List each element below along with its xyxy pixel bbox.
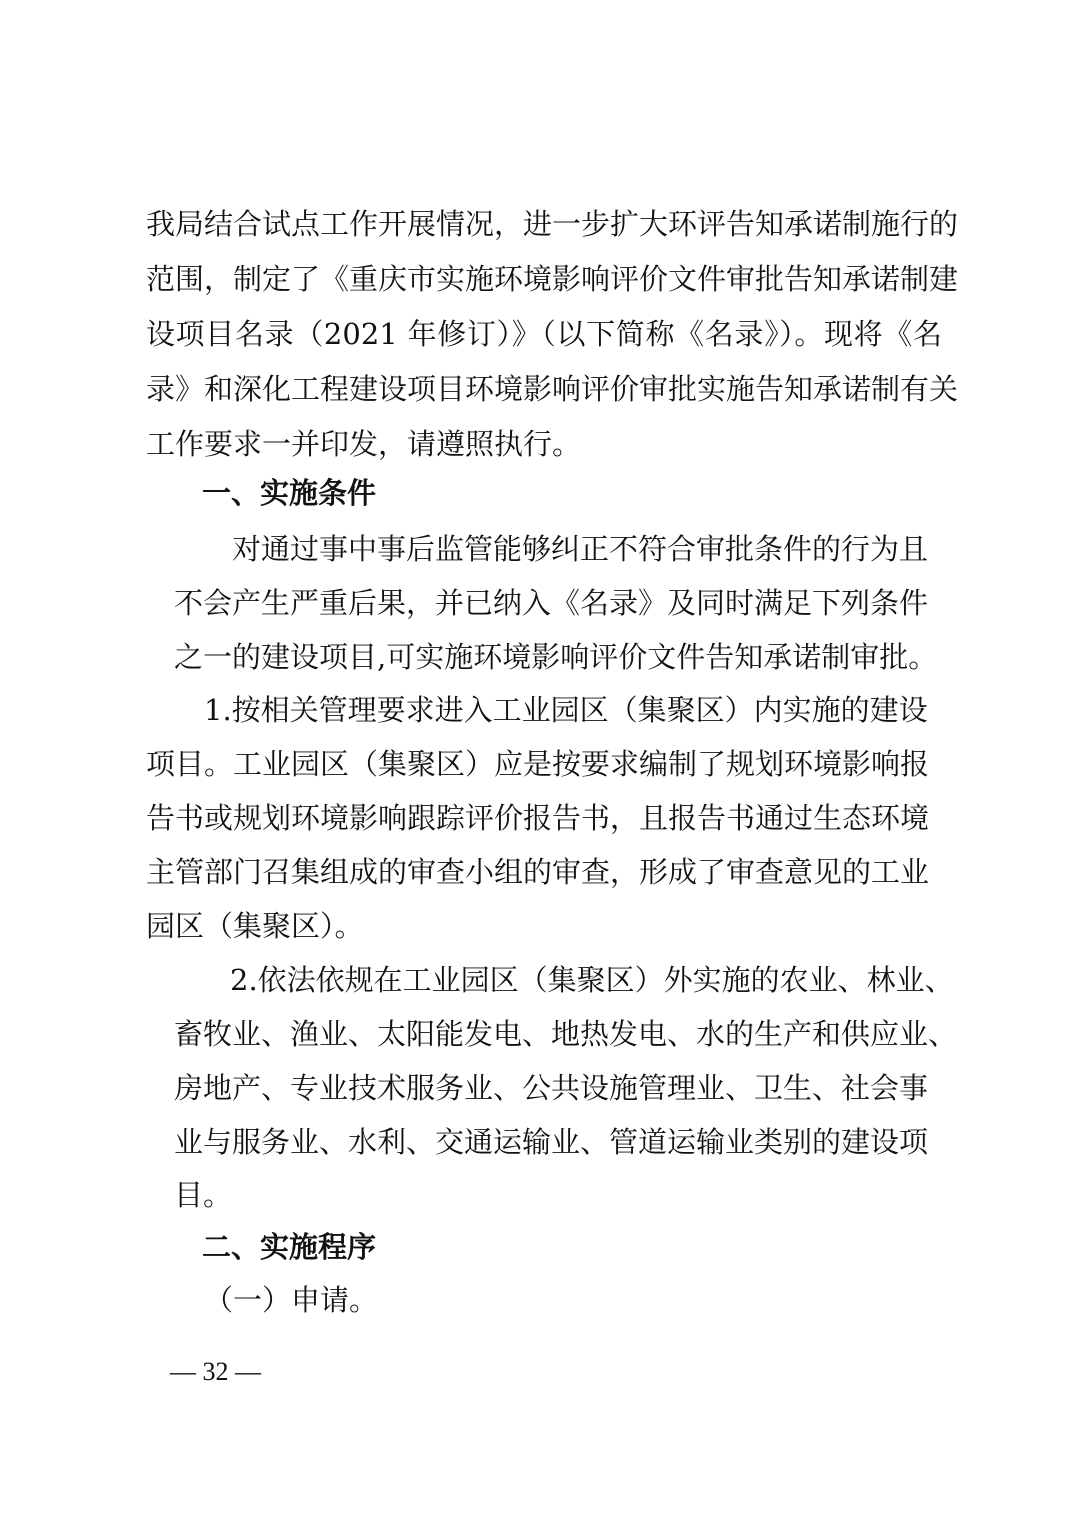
section-heading-conditions: 一、实施条件 xyxy=(202,476,377,510)
intro-line-4: 录》和深化工程建设项目环境影响评价审批实施告知承诺制有关 xyxy=(146,372,959,406)
item1-line-3: 告书或规划环境影响跟踪评价报告书，且报告书通过生态环境 xyxy=(146,801,930,835)
item2-line-1: 2.依法依规在工业园区（集聚区）外实施的农业、林业、 xyxy=(230,963,954,997)
conditions-para-line-1: 对通过事中事后监管能够纠正不符合审批条件的行为且 xyxy=(232,532,929,566)
intro-line-3: 设项目名录（2021 年修订）》（以下简称《名录》）。现将《名 xyxy=(146,317,942,351)
conditions-para-line-3: 之一的建设项目,可实施环境影响评价文件告知承诺制审批。 xyxy=(174,640,938,674)
section-heading-procedure: 二、实施程序 xyxy=(202,1230,377,1264)
item1-line-5: 园区（集聚区）。 xyxy=(146,909,364,943)
conditions-para-line-2: 不会产生严重后果，并已纳入《名录》及同时满足下列条件 xyxy=(174,586,929,620)
intro-line-1: 我局结合试点工作开展情况，进一步扩大环评告知承诺制施行的 xyxy=(146,207,959,241)
item2-line-4: 业与服务业、水利、交通运输业、管道运输业类别的建设项 xyxy=(174,1125,929,1159)
item1-line-4: 主管部门召集组成的审查小组的审查，形成了审查意见的工业 xyxy=(146,855,930,889)
item1-line-1: 1.按相关管理要求进入工业园区（集聚区）内实施的建设 xyxy=(204,693,928,727)
item1-line-2: 项目。工业园区（集聚区）应是按要求编制了规划环境影响报 xyxy=(146,747,930,781)
intro-line-5: 工作要求一并印发，请遵照执行。 xyxy=(146,427,582,461)
procedure-sub-heading-application: （一）申请。 xyxy=(204,1283,379,1317)
page-number: — 32 — xyxy=(170,1357,261,1386)
item2-line-5: 目。 xyxy=(174,1178,233,1212)
item2-line-2: 畜牧业、渔业、太阳能发电、地热发电、水的生产和供应业、 xyxy=(174,1017,958,1051)
item2-line-3: 房地产、专业技术服务业、公共设施管理业、卫生、社会事 xyxy=(174,1071,929,1105)
intro-line-2: 范围，制定了《重庆市实施环境影响评价文件审批告知承诺制建 xyxy=(146,262,959,296)
